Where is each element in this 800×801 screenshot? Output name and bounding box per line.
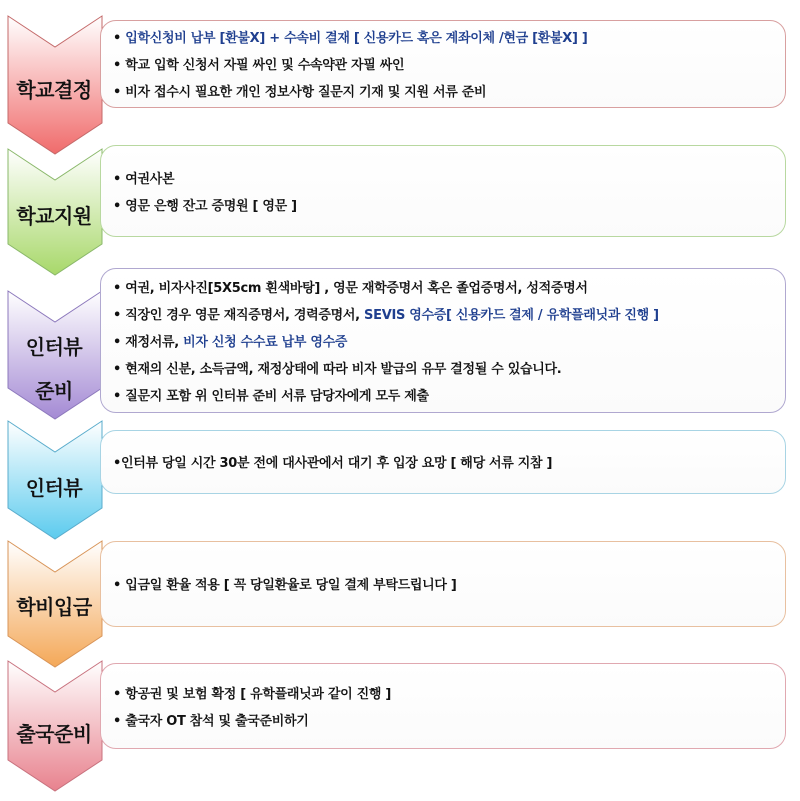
item-text: 재정서류, [125,334,184,350]
item-text: 입금일 환율 적용 [ 꼭 당일환율로 당일 결제 부탁드립니다 ] [125,578,457,593]
item-text: 영문 은행 잔고 증명원 [ 영문 ] [125,198,297,214]
bullet: • [113,388,126,404]
bullet: • [113,198,126,214]
stage-item [113,450,777,477]
bullet: • [113,31,126,46]
stage-item [113,329,777,356]
stage-detail-box [100,268,786,413]
bullet: • [113,686,126,702]
bullet: • [113,171,126,187]
stage-item [113,383,777,410]
stage-label: 학교결정 [16,78,92,102]
item-text: 비자 접수시 필요한 개인 정보사항 질문지 기재 및 지원 서류 준비 [125,85,487,100]
stage-item [113,572,777,599]
stage-item [113,356,777,383]
item-text: 비자 신청 수수료 납부 영수증 [183,334,348,350]
bullet: • [113,58,126,73]
stage-item [113,193,777,220]
bullet: • [113,578,126,593]
item-text: 질문지 포함 위 인터뷰 준비 서류 담당자에게 모두 제출 [125,388,429,404]
stage-label: 인터뷰 [25,476,83,500]
stage-label: 학교지원 [16,204,92,228]
bullet: • [113,85,126,100]
stage-item [113,79,777,106]
stage-detail-box [100,430,786,494]
item-text: 입학신청비 납부 [환불X] + 수속비 결재 [ 신용카드 혹은 계좌이체 /현금 [환불X] ] [125,31,588,46]
stage-detail-box [100,541,786,627]
item-text: 현재의 신분, 소득금액, 재정상태에 따라 비자 발급의 유무 결정될 수 있습니다. [125,361,562,377]
stage-detail-box [100,663,786,749]
stage-label: 인터뷰 준비 [25,335,83,403]
item-text: 학교 입학 신청서 자필 싸인 및 수속약관 자필 싸인 [125,58,405,73]
bullet: • [113,456,122,471]
stage-item [113,681,777,708]
bullet: • [113,307,126,323]
stage-detail-box [100,20,786,108]
stage-item [113,275,777,302]
stage-item [113,25,777,52]
stage-item [113,52,777,79]
stage-item [113,708,777,735]
item-text: 항공권 및 보험 확정 [ 유학플래닛과 같이 진행 ] [125,686,391,702]
bullet: • [113,713,126,729]
bullet: • [113,334,126,350]
stage-detail-box [100,145,786,237]
bullet: • [113,361,126,377]
item-text: 인터뷰 당일 시간 30분 전에 대사관에서 대기 후 입장 요망 [ 해당 서류 지참 ] [121,456,553,471]
item-text: 출국자 OT 참석 및 출국준비하기 [125,713,309,729]
item-text: 여권, 비자사진[5X5cm 흰색바탕] , 영문 재학증명서 혹은 졸업증명서, 성적증명서 [125,280,588,296]
stage-label: 학비입금 [16,595,92,619]
bullet: • [113,280,126,296]
stage-item [113,302,777,329]
item-text: SEVIS 영수증[ 신용카드 결제 / 유학플래닛과 진행 ] [364,307,659,323]
item-text: 직장인 경우 영문 재직증명서, 경력증명서, [125,307,365,323]
stage-item [113,166,777,193]
stage-label: 출국준비 [16,722,92,746]
item-text: 여권사본 [125,171,175,187]
